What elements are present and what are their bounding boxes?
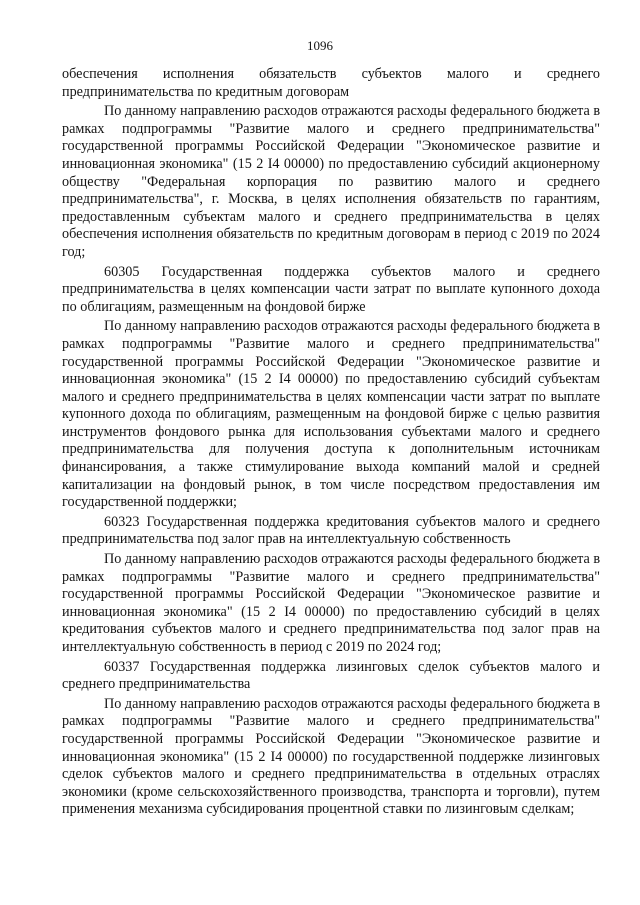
paragraph-4: По данному направлению расходов отражаются расходы федерального бюджета в рамках подпрограммы "Развитие малого и среднего предпринимательства" государственной программы Российской Федерации "Экономическое развитие и инновационная экономика" (15 2 I4 00000) по предоставлению субсидий субъектам малого и среднего предпринимательства в целях компенсации части затрат по выплате купонного дохода по облигациям, размещенным на фондовой бирже с целью развития инструментов фондового рынка для использования субъектами малого и среднего предпринимательства для получения доступа к дополнительным источникам финансирования, а также стимулирование выхода компаний малой и средней капитализации на фондовый рынок, в том числе посредством предоставления им государственной поддержки;	[62, 318, 601, 511]
document-body	[62, 66, 600, 821]
paragraph-5-heading-60323: 60323 Государственная поддержка кредитования субъектов малого и среднего предпринимательства под залог прав на интеллектуальную собственность	[62, 513, 600, 548]
paragraph-6: По данному направлению расходов отражаются расходы федерального бюджета в рамках подпрограммы "Развитие малого и среднего предпринимательства" государственной программы Российской Федерации "Экономическое развитие и инновационная экономика" (15 2 I4 00000) по предоставлению субсидий в целях кредитования субъектов малого и среднего предпринимательства под залог прав на интеллектуальную собственность в период с 2019 по 2024 год;	[62, 551, 601, 655]
paragraph-7-heading-60337: 60337 Государственная поддержка лизинговых сделок субъектов малого и среднего предпринимательства	[62, 658, 600, 693]
paragraph-3-heading-60305: 60305 Государственная поддержка субъектов малого и среднего предпринимательства в целях компенсации части затрат по выплате купонного дохода по облигациям, размещенным на фондовой бирже	[62, 263, 600, 315]
paragraph-1: обеспечения исполнения обязательств субъектов малого и среднего предпринимательства по кредитным договорам	[62, 66, 600, 100]
page-number: 1096	[307, 38, 333, 53]
paragraph-2: По данному направлению расходов отражаются расходы федерального бюджета в рамках подпрограммы "Развитие малого и среднего предпринимательства" государственной программы Российской Федерации "Экономическое развитие и инновационная экономика" (15 2 I4 00000) по предоставлению субсидий акционерному обществу "Федеральная корпорация по развитию малого и среднего предпринимательства", г. Москва, в целях исполнения обязательств по гарантиям, предоставленным субъектам малого и среднего предпринимательства в целях обеспечения исполнения обязательств по кредитным договорам в период с 2019 по 2024 год;	[62, 103, 601, 260]
paragraph-8: По данному направлению расходов отражаются расходы федерального бюджета в рамках подпрограммы "Развитие малого и среднего предпринимательства" государственной программы Российской Федерации "Экономическое развитие и инновационная экономика" (15 2 I4 00000) по государственной поддержке лизинговых сделок субъектов малого и среднего предпринимательства в отдельных отраслях экономики (кроме сельскохозяйственного производства, транспорта и торговли), путем применения механизма субсидирования процентной ставки по лизинговым сделкам;	[62, 695, 601, 818]
